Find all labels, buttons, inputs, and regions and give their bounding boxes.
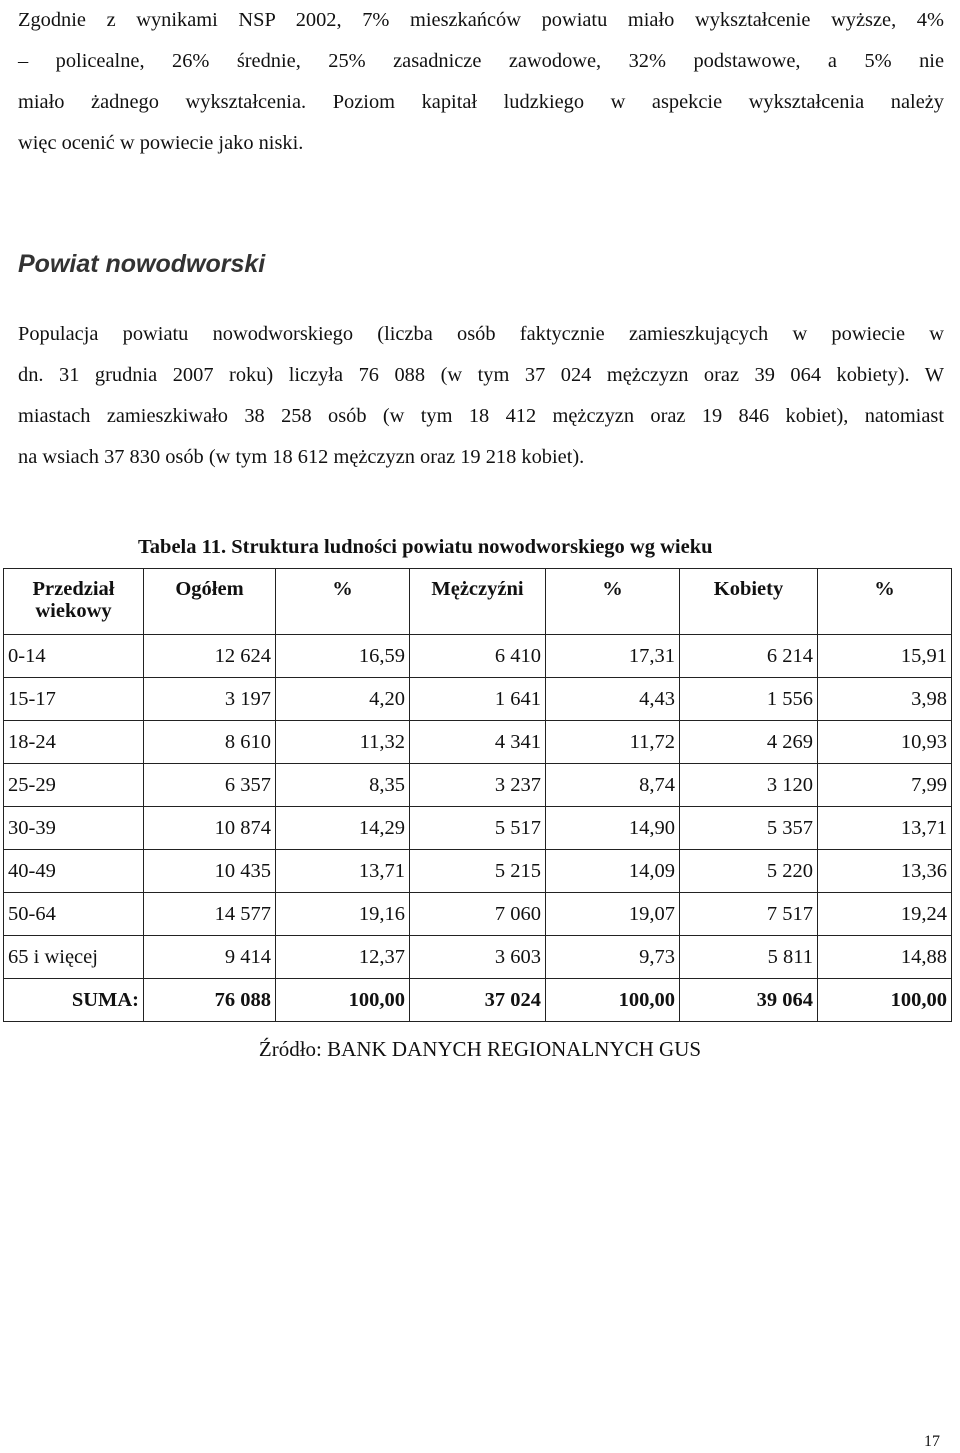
cell-men: 1 641	[410, 678, 546, 721]
intro-line: Zgodnie z wynikami NSP 2002, 7% mieszkańców powiatu miało wykształcenie wyższe, 4%	[18, 9, 944, 31]
cell-women: 5 357	[680, 807, 818, 850]
header-women-percent: %	[818, 569, 952, 635]
cell-total: 14 577	[144, 893, 276, 936]
cell-total: 10 874	[144, 807, 276, 850]
cell-total-percent: 100,00	[276, 979, 410, 1022]
cell-total-percent: 8,35	[276, 764, 410, 807]
cell-age-range: SUMA:	[4, 979, 144, 1022]
table-body	[4, 635, 952, 1022]
cell-age-range: 65 i więcej	[4, 936, 144, 979]
intro-line: – policealne, 26% średnie, 25% zasadnicze zawodowe, 32% podstawowe, a 5% nie	[18, 50, 944, 72]
table-title: Tabela 11. Struktura ludności powiatu nowodworskiego wg wieku	[138, 536, 713, 558]
cell-women: 5 811	[680, 936, 818, 979]
cell-total-percent: 14,29	[276, 807, 410, 850]
cell-women: 5 220	[680, 850, 818, 893]
cell-women-percent: 14,88	[818, 936, 952, 979]
table-row	[4, 764, 952, 807]
header-men-percent: %	[546, 569, 680, 635]
table-row	[4, 936, 952, 979]
table-header-row	[4, 569, 952, 635]
table-source: Źródło: BANK DANYCH REGIONALNYCH GUS	[258, 1037, 702, 1061]
cell-age-range: 50-64	[4, 893, 144, 936]
header-total-percent: %	[276, 569, 410, 635]
intro-paragraph	[18, 0, 944, 164]
cell-men-percent: 100,00	[546, 979, 680, 1022]
cell-men-percent: 9,73	[546, 936, 680, 979]
cell-women-percent: 19,24	[818, 893, 952, 936]
cell-total-percent: 11,32	[276, 721, 410, 764]
intro-line: więc ocenić w powiecie jako niski.	[18, 132, 304, 154]
table-row	[4, 850, 952, 893]
cell-men: 5 215	[410, 850, 546, 893]
cell-women: 4 269	[680, 721, 818, 764]
intro-line: miało żadnego wykształcenia. Poziom kapitał ludzkiego w aspekcie wykształcenia należy	[18, 91, 944, 113]
cell-men: 3 237	[410, 764, 546, 807]
cell-age-range: 18-24	[4, 721, 144, 764]
table-row	[4, 893, 952, 936]
section-line: dn. 31 grudnia 2007 roku) liczyła 76 088 (w tym 37 024 mężczyzn oraz 39 064 kobiety). W	[18, 364, 944, 386]
cell-men-percent: 11,72	[546, 721, 680, 764]
cell-women-percent: 13,36	[818, 850, 952, 893]
cell-total: 6 357	[144, 764, 276, 807]
cell-men: 6 410	[410, 635, 546, 678]
header-total: Ogółem	[144, 569, 276, 635]
cell-women: 7 517	[680, 893, 818, 936]
table-row	[4, 635, 952, 678]
cell-total: 12 624	[144, 635, 276, 678]
table-row	[4, 678, 952, 721]
cell-age-range: 40-49	[4, 850, 144, 893]
cell-women: 3 120	[680, 764, 818, 807]
cell-men-percent: 14,90	[546, 807, 680, 850]
cell-women-percent: 7,99	[818, 764, 952, 807]
table-row	[4, 721, 952, 764]
cell-age-range: 0-14	[4, 635, 144, 678]
cell-men: 7 060	[410, 893, 546, 936]
cell-men-percent: 4,43	[546, 678, 680, 721]
header-age-range: Przedział wiekowy	[4, 569, 144, 635]
section-line: Populacja powiatu nowodworskiego (liczba osób faktycznie zamieszkujących w powiecie w	[18, 323, 944, 345]
cell-total-percent: 4,20	[276, 678, 410, 721]
cell-age-range: 25-29	[4, 764, 144, 807]
population-table	[3, 568, 952, 1022]
section-paragraph	[18, 314, 944, 478]
cell-men-percent: 8,74	[546, 764, 680, 807]
table-row	[4, 807, 952, 850]
cell-total: 9 414	[144, 936, 276, 979]
cell-men-percent: 19,07	[546, 893, 680, 936]
cell-men: 37 024	[410, 979, 546, 1022]
cell-men: 5 517	[410, 807, 546, 850]
cell-total: 76 088	[144, 979, 276, 1022]
cell-age-range: 15-17	[4, 678, 144, 721]
cell-women-percent: 13,71	[818, 807, 952, 850]
table-sum-row	[4, 979, 952, 1022]
cell-women-percent: 15,91	[818, 635, 952, 678]
page-number: 17	[924, 1433, 940, 1450]
cell-men: 3 603	[410, 936, 546, 979]
cell-total: 3 197	[144, 678, 276, 721]
cell-total-percent: 13,71	[276, 850, 410, 893]
cell-total-percent: 12,37	[276, 936, 410, 979]
cell-men: 4 341	[410, 721, 546, 764]
cell-age-range: 30-39	[4, 807, 144, 850]
section-line: na wsiach 37 830 osób (w tym 18 612 mężczyzn oraz 19 218 kobiet).	[18, 446, 585, 468]
cell-women-percent: 10,93	[818, 721, 952, 764]
cell-total-percent: 16,59	[276, 635, 410, 678]
section-line: miastach zamieszkiwało 38 258 osób (w tym 18 412 mężczyzn oraz 19 846 kobiet), natomiast	[18, 405, 944, 427]
cell-women-percent: 100,00	[818, 979, 952, 1022]
cell-men-percent: 17,31	[546, 635, 680, 678]
cell-total: 10 435	[144, 850, 276, 893]
cell-women: 1 556	[680, 678, 818, 721]
cell-women: 6 214	[680, 635, 818, 678]
cell-men-percent: 14,09	[546, 850, 680, 893]
header-women: Kobiety	[680, 569, 818, 635]
cell-total-percent: 19,16	[276, 893, 410, 936]
header-men: Mężczyźni	[410, 569, 546, 635]
cell-women-percent: 3,98	[818, 678, 952, 721]
cell-women: 39 064	[680, 979, 818, 1022]
section-heading: Powiat nowodworski	[18, 250, 266, 278]
cell-total: 8 610	[144, 721, 276, 764]
